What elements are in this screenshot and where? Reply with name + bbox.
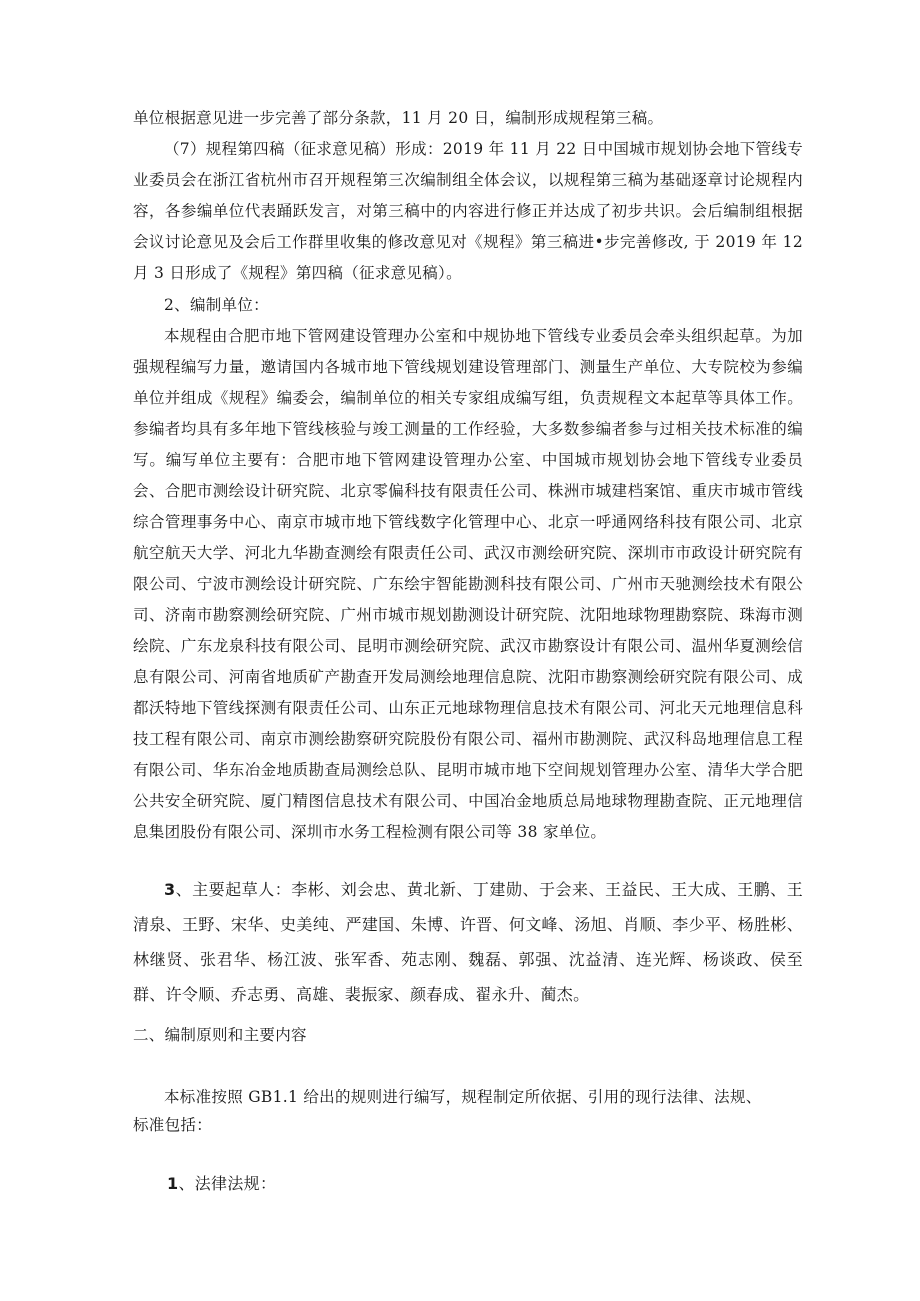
paragraph-standard-basis-line1: 本标准按照 GB1.1 给出的规则进行编写，规程制定所依据、引用的现行法律、法规、 [164, 1088, 762, 1106]
laws-heading-text: 、法律法规： [178, 1174, 277, 1193]
paragraph-main-drafters [133, 872, 803, 1012]
heading-compiling-units: 2、编制单位： [164, 296, 269, 314]
paragraph-standard-basis-line2: 标准包括： [133, 1116, 213, 1134]
heading-principles-and-contents: 二、编制原则和主要内容 [133, 1026, 307, 1044]
laws-section-number: 1 [167, 1174, 179, 1193]
heading-laws-and-regulations [167, 1168, 767, 1199]
drafters-section-number: 3 [164, 880, 176, 899]
drafters-list: 、主要起草人：李彬、刘会忠、黄北新、丁建勋、于会来、王益民、王大成、王鹏、王清泉、王野、宋华、史美纯、严建国、朱博、许晋、何文峰、汤旭、肖顺、李少平、杨胜彬、林继贤、张君华、杨江波、张军香、苑志刚、魏磊、郭强、沈益清、连光辉、杨谈政、侯至群、许令顺、乔志勇、高雄、裴振家、颜春成、翟永升、蔺杰。 [133, 880, 803, 1004]
paragraph-third-draft-continuation: 单位根据意见进一步完善了部分条款，11 月 20 日，编制形成规程第三稿。 [133, 109, 664, 127]
paragraph-compiling-units: 本规程由合肥市地下管网建设管理办公室和中规协地下管线专业委员会牵头组织起草。为加强规程编写力量，邀请国内各城市地下管线规划建设管理部门、测量生产单位、大专院校为参编单位并组成《规程》编委会，编制单位的相关专家组成编写组，负责规程文本起草等具体工作。参编者均具有多年地下管线核验与竣工测量的工作经验，大多数参编者参与过相关技术标准的编写。编写单位主要有：合肥市地下管网建设管理办公室、中国城市规划协会地下管线专业委员会、合肥市测绘设计研究院、北京零偏科技有限责任公司、株洲市城建档案馆、重庆市城市管线综合管理事务中心、南京市城市地下管线数字化管理中心、北京一呼通网络科技有限公司、北京航空航天大学、河北九华勘查测绘有限责任公司、武汉市测绘研究院、深圳市市政设计研究院有限公司、宁波市测绘设计研究院、广东绘宇智能勘测科技有限公司、广州市天驰测绘技术有限公司、济南市勘察测绘研究院、广州市城市规划勘测设计研究院、沈阳地球物理勘察院、珠海市测绘院、广东龙泉科技有限公司、昆明市测绘研究院、武汉市勘察设计有限公司、温州华夏测绘信息有限公司、河南省地质矿产勘查开发局测绘地理信息院、沈阳市勘察测绘研究院有限公司、成都沃特地下管线探测有限责任公司、山东正元地球物理信息技术有限公司、河北天元地理信息科技工程有限公司、南京市测绘勘察研究院股份有限公司、福州市勘测院、武汉科岛地理信息工程有限公司、华东冶金地质勘查局测绘总队、昆明市城市地下空间规划管理办公室、清华大学合肥公共安全研究院、厦门精图信息技术有限公司、中国冶金地质总局地球物理勘查院、正元地理信息集团股份有限公司、深圳市水务工程检测有限公司等 38 家单位。 [133, 327, 803, 841]
paragraph-fourth-draft: （7）规程第四稿（征求意见稿）形成：2019 年 11 月 22 日中国城市规划协会地下管线专业委员会在浙江省杭州市召开规程第三次编制组全体会议，以规程第三稿为基础逐章讨论规程内容，各参编单位代表踊跃发言，对第三稿中的内容进行修正并达成了初步共识。会后编制组根据会议讨论意见及会后工作群里收集的修改意见对《规程》第三稿进•步完善修改, 于 2019 年 12 月 3 日形成了《规程》第四稿（征求意见稿）。 [133, 140, 803, 282]
